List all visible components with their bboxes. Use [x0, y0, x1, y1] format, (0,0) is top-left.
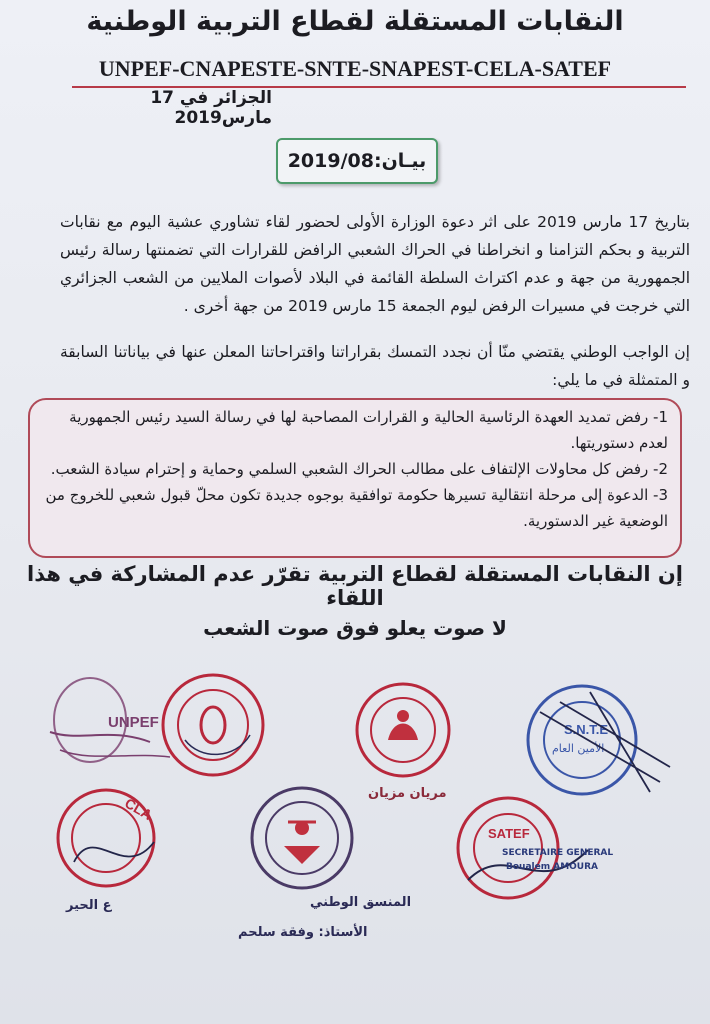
unpef-stamp-label: UNPEF [108, 714, 159, 731]
snte-stamp-role: الأمين العام [552, 742, 605, 755]
header-title: النقابات المستقلة لقطاع التربية الوطنية [86, 6, 624, 37]
satef-name: Boualem AMOURA [506, 862, 598, 872]
snapest-signature-name: الأستاذ: وفقة سلحم [238, 925, 368, 940]
cla-stamp-label: CLA [122, 794, 156, 823]
statement-number [276, 138, 438, 184]
demand-item: 3- الدعوة إلى مرحلة انتقالية تسيرها حكومة توافقية بوجوه جديدة تكون محلّ قبول شعبي للخروج من الوضعية غير الدستورية. [45, 486, 668, 530]
demand-item: 2- رفض كل محاولات الإلتفاف على مطالب الحراك الشعبي السلمي وحماية و إحترام سيادة الشعب. [50, 460, 668, 478]
duty-paragraph: إن الواجب الوطني يقتضي منّا أن نجدد التمسك بقراراتنا واقتراحاتنا المعلن عنها في بياناتنا السابقة و المتمثلة في ما يلي: [60, 343, 690, 389]
cla-signature: ع الحير [66, 898, 112, 913]
satef-role: SECRETAIRE GENERAL [502, 848, 614, 858]
slogan: لا صوت يعلو فوق صوت الشعب [203, 616, 507, 640]
unions-acronyms: UNPEF-CNAPESTE-SNTE-SNAPEST-CELA-SATEF [98, 56, 612, 81]
satef-stamp-label: SATEF [488, 826, 530, 841]
union-seal-red [155, 670, 275, 780]
cnapeste-stamp [348, 678, 458, 782]
snapest-stamp [240, 782, 370, 892]
cnapeste-signature: مريان مزيان [368, 786, 447, 801]
decision-statement: إن النقابات المستقلة لقطاع التربية تقرّر عدم المشاركة في هذا اللقاء [27, 562, 683, 610]
document-date: الجزائر في 17 مارس2019 [150, 88, 272, 128]
cla-stamp [44, 782, 174, 892]
snte-stamp-label: S.N.T.E [564, 722, 609, 737]
snapest-signature-title: المنسق الوطني [310, 895, 412, 910]
demand-item: 1- رفض تمديد العهدة الرئاسية الحالية و القرارات المصاحبة لها في رسالة السيد رئيس الجمهورية لعدم دستوريتها. [69, 408, 668, 452]
demands-list [42, 404, 668, 534]
statement-label: بيـان:2019/08 [287, 150, 427, 172]
intro-paragraph: بتاريخ 17 مارس 2019 على اثر دعوة الوزارة الأولى لحضور لقاء تشاوري عشية اليوم مع نقابات التربية و بحكم التزامنا و انخراطنا في الحراك الشعبي الرافض للقرارات التي تضمنتها رسالة رئيس الجمهورية من جهة و عدم اكتراث السلطة القائمة في البلاد لأصوات الملايين من الشعب الجزائري التي خرجت في مسيرات الرفض ليوم الجمعة 15 مارس 2019 من جهة أخرى . [60, 213, 690, 315]
